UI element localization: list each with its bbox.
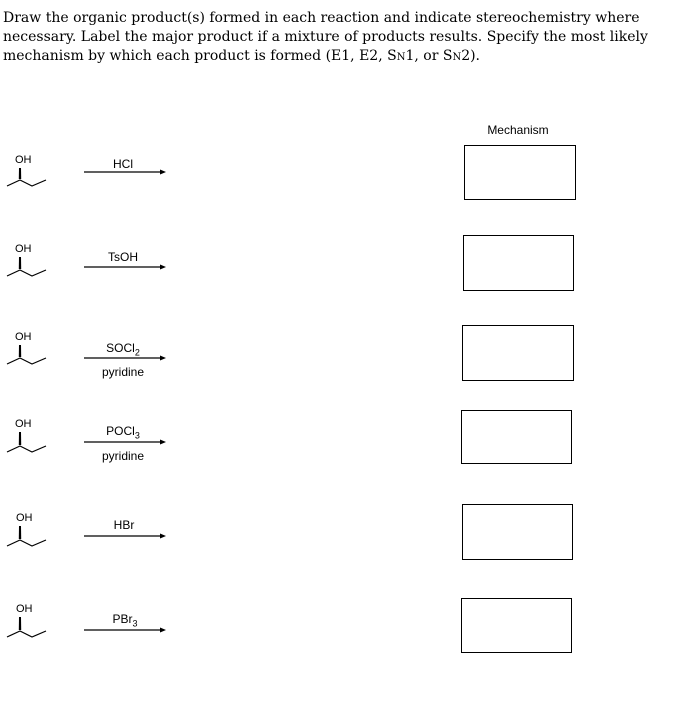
reagent-label: PBr$_3$ — [112, 612, 138, 629]
secondary-alcohol-structure — [0, 240, 70, 290]
reaction-arrow — [84, 166, 170, 178]
hydroxyl-label: OH — [15, 243, 32, 255]
instructions — [3, 9, 671, 67]
mechanism-answer-box[interactable] — [461, 410, 572, 464]
reagent-label: HCl — [113, 157, 133, 171]
hydroxyl-label: OH — [16, 512, 33, 524]
instructions-line-2: necessary. Label the major product if a mixture of products results. Specify the most likely — [3, 29, 648, 45]
reagent-condition-label: pyridine — [101, 365, 145, 379]
reagent-label: TsOH — [108, 250, 138, 264]
mechanism-answer-box[interactable] — [464, 145, 576, 200]
secondary-alcohol-structure — [0, 509, 70, 559]
secondary-alcohol-structure — [0, 600, 70, 650]
instructions-line-3: mechanism by which each product is formed (E1, E2, SN1, or SN2). — [3, 48, 481, 64]
hydroxyl-label: OH — [15, 418, 32, 430]
hydroxyl-label: OH — [15, 154, 32, 166]
hydroxyl-label: OH — [16, 603, 33, 615]
mechanism-answer-box[interactable] — [463, 235, 574, 291]
reaction-arrow — [84, 624, 170, 636]
hydroxyl-label: OH — [15, 331, 32, 343]
reaction-arrow — [84, 436, 170, 448]
reaction-arrow — [84, 530, 170, 542]
reaction-arrow — [84, 352, 170, 364]
reaction-arrow — [84, 261, 170, 273]
reagent-label: HBr — [113, 518, 135, 532]
instructions-line-1: Draw the organic product(s) formed in each reaction and indicate stereochemistry where — [3, 10, 640, 26]
secondary-alcohol-structure — [0, 414, 70, 464]
mechanism-answer-box[interactable] — [462, 504, 573, 560]
mechanism-answer-box[interactable] — [461, 598, 572, 653]
mechanism-answer-box[interactable] — [462, 325, 574, 381]
secondary-alcohol-structure — [0, 328, 70, 378]
mechanism-column-header: Mechanism — [487, 123, 549, 137]
reagent-label: SOCl$_2$ — [106, 341, 140, 358]
reagent-condition-label: pyridine — [101, 449, 145, 463]
secondary-alcohol-structure — [0, 150, 70, 200]
reagent-label: POCl$_3$ — [106, 424, 140, 441]
